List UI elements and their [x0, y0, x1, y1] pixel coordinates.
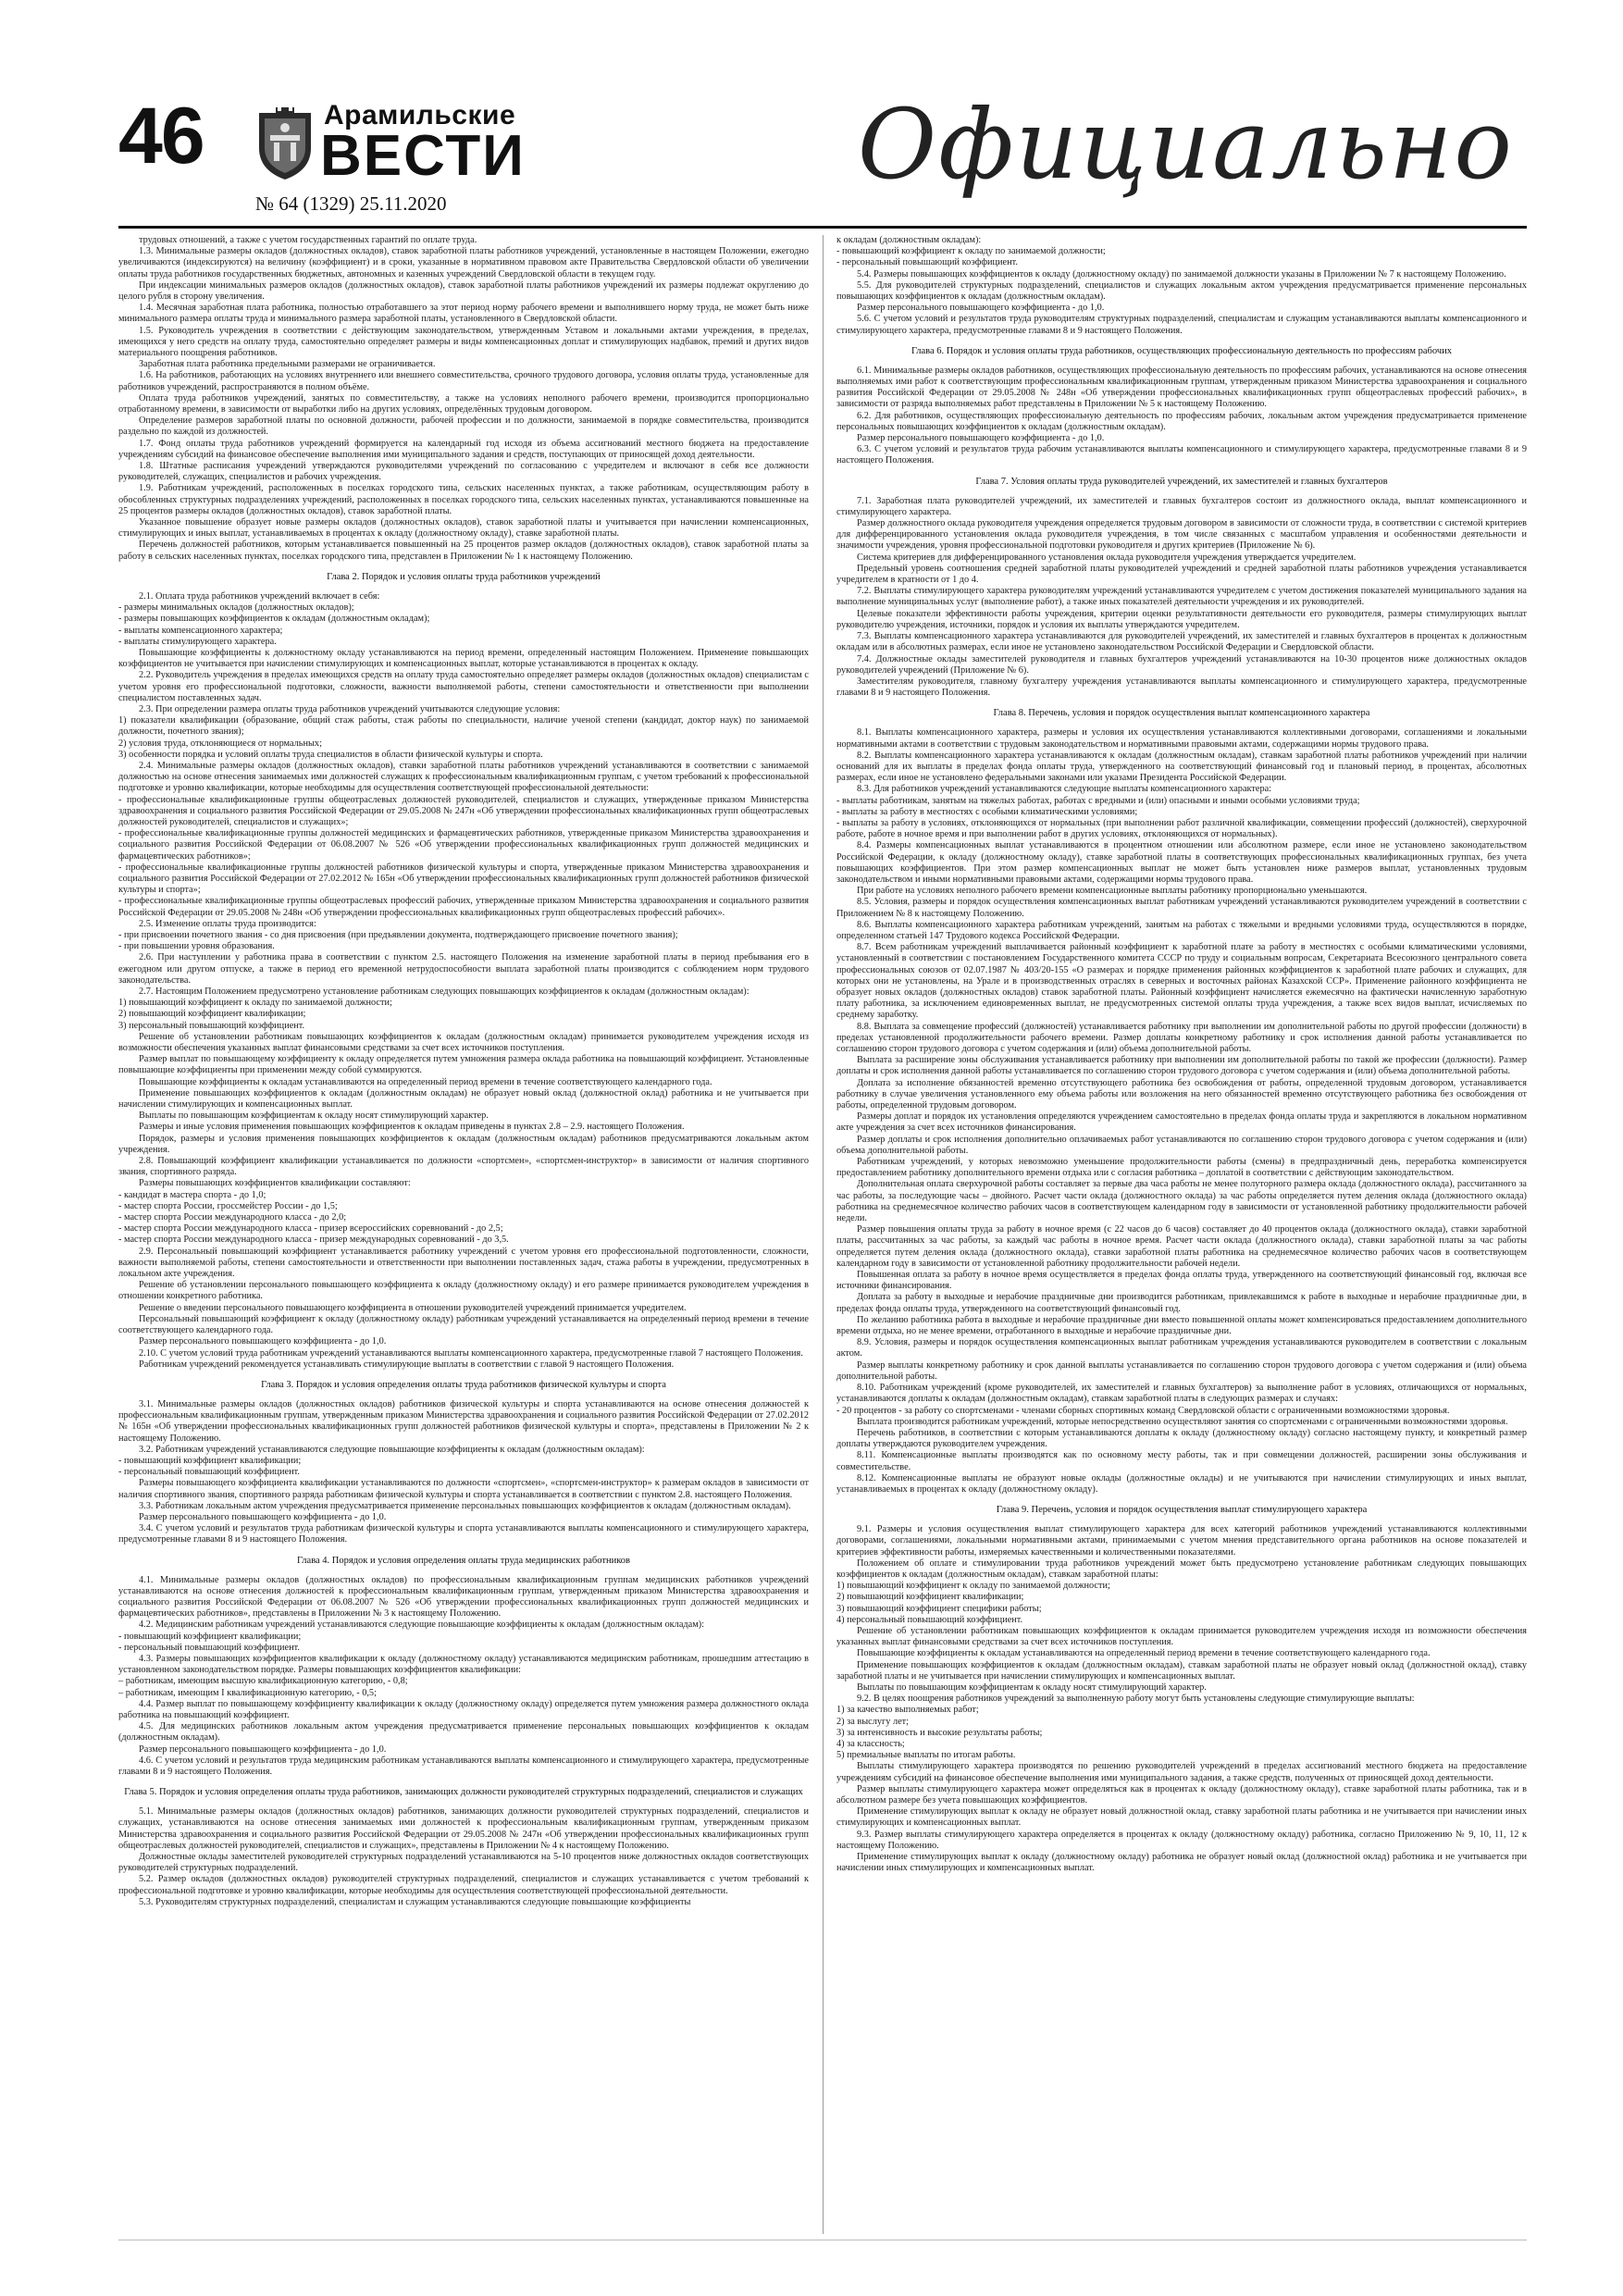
list-item: 3) за интенсивность и высокие результаты работы;	[836, 1727, 1043, 1738]
list-item: - выплаты работникам, занятым на тяжелых работах, работах с вредными и (или) опасными и иными особыми условиями труда;	[836, 795, 1360, 806]
list-item: - размеры повышающих коэффициентов к окладам (должностным окладам);	[118, 614, 430, 625]
paragraph: 8.1. Выплаты компенсационного характера, размеры и условия их осуществления устанавливаются коллективными договорами, соглашениями и локальными нормативными актами в соответствии с трудовым законодательством и нормативными правовыми актами, содержащими нормы трудового права.	[836, 727, 1527, 750]
list-item: - персональный повышающий коэффициент.	[118, 1642, 300, 1653]
list-item: - мастер спорта России международного класса - призер всероссийских соревнований - до 2,5;	[118, 1223, 503, 1235]
paragraph: Работникам учреждений рекомендуется устанавливать стимулирующие выплаты в соответствии с главой 9 настоящего Положения.	[139, 1359, 675, 1370]
paragraph: Заместителям руководителя, главному бухгалтеру учреждения устанавливаются выплаты компенсационного и стимулирующего характера, предусмотренные главами 8 и 9 настоящего Положения.	[836, 676, 1527, 699]
paragraph: 5.5. Для руководителей структурных подразделений, специалистов и служащих локальным актом учреждения предусматривается применение персональных повышающих коэффициентов к окладам (должностным окладам).	[836, 279, 1527, 303]
paragraph: 5.3. Руководителям структурных подразделений, специалистам и служащим устанавливаются следующие повышающие коэффициенты	[139, 1896, 691, 1907]
list-item: - повышающий коэффициент квалификации;	[118, 1631, 302, 1642]
paragraph: 2.7. Настоящим Положением предусмотрено установление работникам следующих повышающих коэффициентов к окладам (должностным окладам):	[139, 987, 750, 997]
list-item: - при повышении уровня образования.	[118, 941, 275, 952]
paragraph: Дополнительная оплата сверхурочной работы составляет за первые два часа работы не менее полуторного размера оклада (должностного оклада), рассчитанного за час работы, за последующие часы – двойного. Расчет части оклада (должностного оклада) за час работы определяется путем деления оклада (должностного оклада) работника на среднемесячное количество рабочих часов в соответствующем календарном году в зависимости от установленной работнику продолжительности рабочей недели.	[836, 1179, 1527, 1224]
paragraph: 4.5. Для медицинских работников локальным актом учреждения предусматривается применение персональных повышающих коэффициентов к окладам (должностным окладам).	[118, 1721, 809, 1744]
list-item: - мастер спорта России международного класса - до 2,0;	[118, 1212, 347, 1223]
paragraph: При работе на условиях неполного рабочего времени компенсационные выплаты работнику пропорционально уменьшаются.	[857, 886, 1368, 897]
paragraph: Размер выплат по повышающему коэффициенту к окладу определяется путем умножения размера оклада работника на повышающий коэффициент. Установленные повышающие коэффициенты при применении между собой суммируются.	[118, 1054, 809, 1076]
chapter-heading: Глава 7. Условия оплаты труда руководителей учреждений, их заместителей и главных бухгалтеров	[975, 476, 1388, 487]
list-item: - выплаты компенсационного характера;	[118, 625, 283, 636]
paragraph: Размер персонального повышающего коэффициента - до 1,0.	[857, 433, 1105, 444]
paragraph: Размер повышения оплаты труда за работу в ночное время (с 22 часов до 6 часов) составляет до 40 процентов оклада (должностного оклада), ставки заработной платы, рассчитанных за час работы, за каждый час работы в ночное время. Расчет части оклада (должностного оклада), ставки заработной платы за час работы определяется путем деления оклада (должностного оклада), ставки заработной платы работника на среднемесячное количество рабочих часов в соответствующем календарном году в зависимости от установленной работнику продолжительности рабочей недели.	[836, 1224, 1527, 1269]
list-item: 3) персональный повышающий коэффициент.	[118, 1020, 305, 1031]
paragraph: Решение о введении персонального повышающего коэффициента в отношении руководителей учреждений принимается учредителем.	[139, 1302, 687, 1313]
list-item: к окладам (должностным окладам):	[836, 235, 982, 245]
paragraph: 1.9. Работникам учреждений, расположенных в поселках городского типа, сельских населенных пунктах, а также работникам, осуществляющим работу в обособленных структурных подразделениях учреждений, расположенных в поселках городского типа, сельских населенных пунктах, устанавливаются повышенные на 25 процентов размеры окладов (должностных окладов), ставок заработной платы.	[118, 483, 809, 516]
paragraph: Решение об установлении работникам повышающих коэффициентов к окладам (должностным окладам) принимается руководителем учреждения исходя из возможности обеспечения указанных выплат финансовыми средствами за счет всех источников поступления.	[118, 1031, 809, 1054]
paragraph: 2.5. Изменение оплаты труда производится:	[139, 918, 316, 929]
newspaper-name-top: Арамильские	[324, 100, 516, 130]
paragraph: Размер доплаты и срок исполнения дополнительно оплачиваемых работ устанавливаются по соглашению сторон трудового договора с учетом содержания и (или) объема дополнительной работы.	[836, 1134, 1527, 1156]
paragraph: 7.1. Заработная плата руководителей учреждений, их заместителей и главных бухгалтеров состоит из должностного оклада, выплат компенсационного и стимулирующего характера.	[836, 495, 1527, 517]
list-item: - повышающий коэффициент квалификации;	[118, 1455, 302, 1466]
issue-line: № 64 (1329) 25.11.2020	[255, 192, 447, 215]
paragraph: 8.8. Выплата за совмещение профессий (должностей) устанавливается работнику при выполнении им дополнительной работы по другой профессии (должности) в пределах установленной продолжительности рабочего времени. Размер доплаты конкретному работнику и срок исполнения данной работы устанавливается по соглашению сторон трудового договора с учетом содержания и (или) объема дополнительной работы.	[836, 1021, 1527, 1054]
list-item: - кандидат в мастера спорта - до 1,0;	[118, 1189, 266, 1200]
paragraph: Применение повышающих коэффициентов к окладам (должностным окладам) не образует новый оклад (должностной оклад) работника и не учитывается при начислении стимулирующих и компенсационных выплат.	[118, 1087, 809, 1111]
paragraph: Доплата за исполнение обязанностей временно отсутствующего работника без освобождения от работы, определенной трудовым договором, устанавливается работнику в случае увеличения установленного ему объема работы или возложения на него обязанностей временно отсутствующего работника без освобождения от работы, определенной трудовым договором.	[836, 1077, 1527, 1111]
list-item: - профессиональные квалификационные группы должностей работников физической культуры и спорта, утвержденные приказом Министерства здравоохранения и социального развития Российской Федерации от 27.02.2012 № 165н «Об утверждении профессиональных квалификационных групп должностей работников физической культуры и спорта»;	[118, 862, 809, 896]
paragraph: 1.4. Месячная заработная плата работника, полностью отработавшего за этот период норму рабочего времени и выполнившего норму труда, не может быть ниже минимального размера оплаты труда и минимального размера заработной платы, установленного в Свердловской области.	[118, 303, 809, 325]
paragraph: Порядок, размеры и условия применения повышающих коэффициентов к окладам (должностным окладам) работников предусматриваются локальным актом учреждения.	[118, 1133, 809, 1155]
paragraph: Размер выплаты стимулирующего характера может определяться как в процентах к окладу (должностному окладу), ставке заработной платы работника, так и в абсолютном размере без учета повышающих коэффициентов.	[836, 1783, 1527, 1806]
paragraph: 7.2. Выплаты стимулирующего характера руководителям учреждений устанавливаются учредителем с учетом достижения показателей муниципального задания на выполнение муниципальных услуг (выполнение работ), а также иных показателей деятельности учреждения и их руководителей.	[836, 586, 1527, 608]
paragraph: Размеры повышающего коэффициента квалификации устанавливаются по должности «спортсмен», «спортсмен-инструктор» к размерам окладов в зависимости от наличия спортивного звания, спортивного разряда работникам физической культуры и спорта устанавливается в соответствии с пунктом 2.8. настоящего Положения.	[118, 1478, 809, 1500]
paragraph: 6.3. С учетом условий и результатов труда рабочим устанавливаются выплаты компенсационного и стимулирующего характера, предусмотренные главами 8 и 9 настоящего Положения.	[836, 444, 1527, 466]
paragraph: 5.4. Размеры повышающих коэффициентов к окладу (должностному окладу) по занимаемой должности указаны в Приложении № 7 к настоящему Положению.	[857, 268, 1506, 279]
paragraph: Размеры повышающих коэффициентов квалификации составляют:	[139, 1178, 411, 1189]
list-item: - 20 процентов - за работу со спортсменами - членами сборных спортивных команд Свердловской области с ограниченными возможностями здоровья.	[836, 1405, 1450, 1416]
paragraph: 2.1. Оплата труда работников учреждений включает в себя:	[139, 590, 380, 602]
paragraph: Повышающие коэффициенты к окладам устанавливаются на определенный период времени в течение соответствующего календарного года.	[857, 1648, 1431, 1659]
paragraph: 2.4. Минимальные размеры окладов (должностных окладов), ставки заработной платы работников учреждений устанавливаются в соответствии с занимаемой должностью на основе отнесения занимаемых ими должностей служащих к профессиональным квалификационным группам, с учетом требований к профессиональной подготовке и уровню квалификации, которые необходимы для осуществления соответствующей профессиональной деятельности:	[118, 760, 809, 794]
paragraph: Выплаты по повышающим коэффициентам к окладу носят стимулирующий характер.	[857, 1682, 1207, 1693]
paragraph: 9.1. Размеры и условия осуществления выплат стимулирующего характера для всех категорий работников учреждений устанавливаются коллективными договорами, соглашениями, локальными нормативными актами, принимаемыми с учетом мнения представительного органа работников на основе показателей и критериев эффективности работы, измеряемых качественными и количественными показателями.	[836, 1524, 1527, 1558]
paragraph: 3.1. Минимальные размеры окладов (должностных окладов) работников физической культуры и спорта устанавливаются на основе отнесения должностей к профессиональным квалификационным группам, утвержденным приказом Министерства здравоохранения и социального развития Российской Федерации от 27.02.2012 № 165н «Об утверждении профессиональных квалификационных групп должностей работников физической культуры и спорта», представлены в Приложении № 2 к настоящему Положению.	[118, 1398, 809, 1444]
paragraph: Размер персонального повышающего коэффициента - до 1,0.	[139, 1511, 387, 1522]
paragraph: При индексации минимальных размеров окладов (должностных окладов), ставок заработной платы работников учреждений их размеры подлежат округлению до целого рубля в сторону увеличения.	[118, 279, 809, 303]
list-item: - профессиональные квалификационные группы общеотраслевых должностей руководителей, специалистов и служащих, утвержденные приказом Министерства здравоохранения и социального развития Российской Федерации от 29.05.2008 № 247н «Об утверждении профессиональных квалификационных групп общеотраслевых должностей руководителей, специалистов и служащих»;	[118, 794, 809, 827]
paragraph: 2.10. С учетом условий труда работникам учреждений устанавливаются выплаты компенсационного характера, предусмотренные главой 7 настоящего Положения.	[139, 1347, 803, 1359]
list-item: - при присвоении почетного звания - со дня присвоения (при предъявлении документа, подтверждающего присвоение почетного звания);	[118, 929, 678, 940]
list-item: - выплаты за работу в условиях, отклоняющихся от нормальных (при выполнении работ различной квалификации, совмещении профессий (должностей), сверхурочной работе, работе в ночное время и при выполнении работ в других условиях, отклоняющихся от нормальных).	[836, 817, 1527, 840]
paragraph: Выплаты стимулирующего характера производятся по решению руководителей учреждений в пределах ассигнований местного бюджета на предоставление учреждениям субсидий на финансовое обеспечение выполнения ими муниципального задания, а также средств, полученных от приносящей доход деятельности.	[836, 1761, 1527, 1783]
paragraph: Перечень работников, в соответствии с которым устанавливаются доплаты к окладу (должностному окладу) согласно настоящему пункту, и конкретный размер доплаты утверждаются руководителем учреждения.	[836, 1427, 1527, 1450]
paragraph: Указанное повышение образует новые размеры окладов (должностных окладов), ставок заработной платы и учитывается при начислении компенсационных, стимулирующих и иных выплат, устанавливаемых в процентах к окладу (должностному окладу), ставке заработной платы.	[118, 517, 809, 540]
list-item: 2) повышающий коэффициент квалификации;	[118, 1009, 306, 1020]
paragraph: 4.3. Размеры повышающих коэффициентов квалификации к окладу (должностному окладу) устанавливаются медицинским работникам, прошедшим аттестацию в установленном законодательством порядке. Размеры повышающих коэффициентов квалификации:	[118, 1653, 809, 1676]
paragraph: Целевые показатели эффективности работы учреждения, критерии оценки результативности деятельности его руководителя, размеры стимулирующих выплат руководителю учреждения, источники, порядок и условия их выплаты утверждаются учредителем.	[836, 608, 1527, 630]
paragraph: 8.7. Всем работникам учреждений выплачивается районный коэффициент к заработной плате за работу в местностях с особыми климатическими условиями, установленный в соответствии с постановлением Государственного комитета СССР по труду и социальным вопросам, Секретариата Всесоюзного центрального совета профессиональных союзов от 02.07.1987 № 403/20-155 «О размерах и порядке применения районных коэффициентов к заработной плате рабочих и служащих, для которых они не установлены, на Урале и в производственных отраслях в северных и восточных районах Казахской ССР». Применение районного коэффициента не образует новых окладов (должностных окладов) ставок заработной платы. Районный коэффициент начисляется ежемесячно на фактически начисленную заработную плату работника, за исключением единовременных выплат, не предусмотренных системой оплаты труда учреждения, а также всех видов выплат, исчисляемых по среднему заработку.	[836, 942, 1527, 1021]
paragraph: Выплата за расширение зоны обслуживания устанавливается работнику при выполнении им дополнительной работы по такой же профессии (должности). Размер доплаты и срок исполнения данной работы устанавливается по соглашению сторон трудового договора с учетом содержания и (или) объема дополнительной работы.	[836, 1055, 1527, 1077]
paragraph: Положением об оплате и стимулировании труда работников учреждений может быть предусмотрено установление работникам следующих повышающих коэффициентов к окладам (должностным окладам), ставкам заработной платы:	[836, 1558, 1527, 1580]
section-title: Официально	[857, 88, 1514, 201]
paragraph: трудовых отношений, а также с учетом государственных гарантий по оплате труда.	[139, 235, 477, 245]
list-item: 4) за классность;	[836, 1738, 905, 1749]
paragraph: Решение об установлении персонального повышающего коэффициента к окладу (должностному окладу) и его размере принимается руководителем учреждения в отношении конкретного работника.	[118, 1280, 809, 1302]
chapter-heading: Глава 4. Порядок и условия определения оплаты труда медицинских работников	[297, 1555, 630, 1566]
paragraph: Размер выплаты конкретному работнику и срок данной выплаты устанавливается по соглашению сторон трудового договора с учетом содержания и (или) объема дополнительной работы.	[836, 1359, 1527, 1382]
column-divider	[823, 235, 824, 2234]
paragraph: 5.6. С учетом условий и результатов труда руководителям структурных подразделений, специалистам и служащим устанавливаются выплаты компенсационного и стимулирующего характера, предусмотренные главами 8 и 9 настоящего Положения.	[836, 314, 1527, 336]
list-item: - персональный повышающий коэффициент.	[836, 257, 1018, 268]
paragraph: Доплата за работу в выходные и нерабочие праздничные дни производится работникам, привлекавшимся к работе в выходные и нерабочие праздничные дни, в пределах фонда оплаты труда, утвержденного на соответствующий финансовый год.	[836, 1292, 1527, 1314]
paragraph: 6.2. Для работников, осуществляющих профессиональную деятельность по профессиям рабочих, локальным актом учреждения предусматривается применение персональных повышающих коэффициентов к окладам (должностным окладам).	[836, 410, 1527, 432]
paragraph: 8.5. Условия, размеры и порядок осуществления компенсационных выплат работникам учреждений устанавливаются руководителем учреждений в соответствии с Приложением № 8 к настоящему Положению.	[836, 897, 1527, 919]
paragraph: Размер персонального повышающего коэффициента - до 1,0.	[139, 1744, 387, 1755]
paragraph: 4.1. Минимальные размеры окладов (должностных окладов) по профессиональным квалификационным группам медицинских работников учреждений устанавливаются на основе отнесения должностей к профессиональным квалификационным группам, утвержденным приказом Министерства здравоохранения и социального развития Российской Федерации от 06.08.2007 № 526 «Об утверждении профессиональных квалификационных групп должностей медицинских и фармацевтических работников», представлены в Приложении № 3 к настоящему Положению.	[118, 1574, 809, 1620]
list-item: - повышающий коэффициент к окладу по занимаемой должности;	[836, 246, 1106, 257]
paragraph: 5.2. Размер окладов (должностных окладов) руководителей структурных подразделений, специалистов и служащих устанавливается с учетом требований к профессиональной подготовке и уровню квалификации, которые необходимы для осуществления соответствующей профессиональной деятельности.	[118, 1874, 809, 1896]
paragraph: Применение повышающих коэффициентов к окладам (должностным окладам), ставкам заработной платы не образует новый оклад (должностной оклад), ставку заработной платы и не учитывается при начислении стимулирующих и компенсационных выплат.	[836, 1659, 1527, 1682]
list-item: - профессиональные квалификационные группы должностей медицинских и фармацевтических работников, утвержденные приказом Министерства здравоохранения и социального развития Российской Федерации от 06.08.2007 № 526 «Об утверждении профессиональных квалификационных групп должностей медицинских и фармацевтических работников»;	[118, 828, 809, 862]
list-item: – работникам, имеющим I квалификационную категорию, - 0,5;	[118, 1687, 377, 1698]
paragraph: 7.3. Выплаты компенсационного характера устанавливаются для руководителей учреждений, их заместителей и главных бухгалтеров в процентах к должностным окладам или в абсолютных размерах, если иное не установлено законодательством Российской Федерации и Свердловской области.	[836, 631, 1527, 653]
paragraph: 4.4. Размер выплат по повышающему коэффициенту квалификации к окладу (должностному окладу) определяется путем умножения размера должностного оклада работника на повышающий коэффициент.	[118, 1698, 809, 1720]
paragraph: Повышенная оплата за работу в ночное время осуществляется в пределах фонда оплаты труда, утвержденного на соответствующий финансовый год, включая все источники финансирования.	[836, 1270, 1527, 1292]
list-item: - размеры минимальных окладов (должностных окладов);	[118, 602, 354, 614]
paragraph: 4.2. Медицинским работникам учреждений устанавливаются следующие повышающие коэффициенты к окладам (должностным окладам):	[139, 1620, 704, 1631]
paragraph: 2.2. Руководитель учреждения в пределах имеющихся средств на оплату труда самостоятельно определяет размеры окладов (должностных окладов) специалистам с учетом уровня его профессиональной подготовки, сложности, важности выполняемой работы, степени самостоятельности и ответственности при выполнении специалистом поставленных задач.	[118, 670, 809, 703]
chapter-heading: Глава 3. Порядок и условия определения оплаты труда работников физической культуры и спорта	[261, 1379, 666, 1390]
list-item: 3) повышающий коэффициент специфики работы;	[836, 1603, 1042, 1614]
paragraph: 3.3. Работникам локальным актом учреждения предусматривается применение персональных повышающих коэффициентов к окладам (должностным окладам).	[139, 1500, 791, 1511]
article-body	[118, 235, 1527, 2234]
list-item: 1) повышающий коэффициент к окладу по занимаемой должности;	[118, 998, 392, 1009]
masthead	[118, 89, 1525, 231]
paragraph: Решение об установлении работникам повышающих коэффициентов к окладам принимается руководителем учреждения исходя из возможности обеспечения указанных выплат финансовыми средствами за счет всех источников поступления.	[836, 1625, 1527, 1648]
paragraph: 1.7. Фонд оплаты труда работников учреждений формируется на календарный год исходя из объема ассигнований местного бюджета на предоставление учреждениям субсидий на финансовое обеспечение выполнения ими муниципального задания и средств, поступающих от приносящей доход деятельности.	[118, 438, 809, 460]
list-item: 1) показатели квалификации (образование, общий стаж работы, стаж работы по специальности, наличие ученой степени (кандидат, доктор наук) по занимаемой должности, почетного звания);	[118, 715, 809, 738]
paragraph: 8.11. Компенсационные выплаты производятся как по основному месту работы, так и при совмещении должностей, расширении зоны обслуживания и совместительстве.	[836, 1450, 1527, 1472]
paragraph: 1.5. Руководитель учреждения в соответствии с действующим законодательством, утвержденным Уставом и локальными актами учреждения, в пределах, имеющихся у него средств на оплату труда, самостоятельно определяет размеры и виды компенсационных доплат и стимулирующих надбавок, премий и других видов материального поощрения работников.	[118, 325, 809, 359]
left-column	[118, 235, 809, 2234]
paragraph: По желанию работника работа в выходные и нерабочие праздничные дни вместо повышенной оплаты может компенсироваться предоставлением дополнительного времени отдыха, но не менее времени, отработанного в выходные и нерабочие праздничные дни.	[836, 1314, 1527, 1337]
paragraph: 6.1. Минимальные размеры окладов работников, осуществляющих профессиональную деятельность по профессиям рабочих, устанавливаются на основе отнесения выполняемых ими работ к соответствующим профессиональным квалификационным группам, утвержденным приказом Министерства здравоохранения и социального развития Российской Федерации от 29.05.2008 № 248н «Об утверждении профессиональных квалификационных групп общеотраслевых профессий рабочих», в зависимости от разряда выполняемых работ представлены в Приложении № 5 к настоящему Положению.	[836, 365, 1527, 410]
list-item: – работникам, имеющим высшую квалификационную категорию, - 0,8;	[118, 1676, 408, 1687]
chapter-heading: Глава 8. Перечень, условия и порядок осуществления выплат компенсационного характера	[993, 708, 1370, 719]
paragraph: 8.9. Условия, размеры и порядок осуществления компенсационных выплат работникам учреждения устанавливаются руководителем в соответствии с локальным актом.	[836, 1337, 1527, 1359]
paragraph: Должностные оклады заместителей руководителей структурных подразделений устанавливаются на 5-10 процентов ниже должностных окладов соответствующих руководителей структурных подразделений.	[118, 1852, 809, 1874]
paragraph: Размеры и иные условия применения повышающих коэффициентов к окладам приведены в пунктах 2.8 – 2.9. настоящего Положения.	[139, 1122, 685, 1133]
list-item: - выплаты стимулирующего характера.	[118, 636, 277, 647]
chapter-heading: Глава 6. Порядок и условия оплаты труда работников, осуществляющих профессиональную деятельность по профессиям рабочих	[911, 345, 1452, 356]
list-item: 4) персональный повышающий коэффициент.	[836, 1614, 1023, 1625]
paragraph: Применение стимулирующих выплат к окладу (должностному окладу) работника не образует новый оклад (должностной оклад) работника и не учитывается при начислении иных стимулирующих и компенсационных выплат.	[836, 1852, 1527, 1874]
paragraph: 8.4. Размеры компенсационных выплат устанавливаются в процентном отношении или абсолютном размере, если иное не установлено законодательством Российской Федерации, к окладу (должностному окладу), ставке заработной платы в соответствующих профессиональных квалификационных группах, без учета повышающих коэффициентов. При этом размер компенсационных выплат не может быть установлен ниже размеров выплат, установленных трудовым законодательством и иными нормативными правовыми актами, содержащими нормы трудового права.	[836, 840, 1527, 885]
paragraph: Выплаты по повышающим коэффициентам к окладу носят стимулирующий характер.	[139, 1111, 489, 1122]
list-item: 5) премиальные выплаты по итогам работы.	[836, 1750, 1016, 1761]
paragraph: Предельный уровень соотношения средней заработной платы руководителей учреждений и средней заработной платы работников учреждения устанавливается учредителем в кратности от 1 до 4.	[836, 563, 1527, 586]
paragraph: 8.3. Для работников учреждений устанавливаются следующие выплаты компенсационного характера:	[857, 784, 1272, 795]
list-item: 2) повышающий коэффициент квалификации;	[836, 1592, 1024, 1603]
paragraph: Выплата производится работникам учреждений, которые непосредственно осуществляют занятия со спортсменами с ограниченными возможностями здоровья.	[857, 1416, 1508, 1427]
paragraph: Размер персонального повышающего коэффициента - до 1,0.	[139, 1336, 387, 1347]
list-item: - персональный повышающий коэффициент.	[118, 1467, 300, 1478]
paragraph: 8.6. Выплаты компенсационного характера работникам учреждений, занятым на работах с тяжелыми и вредными условиями труда, осуществляются в порядке, определенном статьей 147 Трудового кодекса Российской Федерации.	[836, 919, 1527, 941]
list-item: 2) условия труда, отклоняющиеся от нормальных;	[118, 738, 322, 749]
paragraph: 3.2. Работникам учреждений устанавливаются следующие повышающие коэффициенты к окладам (должностным окладам):	[139, 1444, 645, 1455]
list-item: - выплаты за работу в местностях с особыми климатическими условиями;	[836, 806, 1138, 817]
paragraph: 4.6. С учетом условий и результатов труда медицинским работникам устанавливаются выплаты компенсационного и стимулирующего характера, предусмотренные главами 8 и 9 настоящего Положения.	[118, 1755, 809, 1777]
paragraph: 1.8. Штатные расписания учреждений утверждаются руководителями учреждений по согласованию с учредителем и включают в себя все должности руководителей, служащих, специалистов и рабочих учреждения.	[118, 461, 809, 483]
paragraph: 2.6. При наступлении у работника права в соответствии с пунктом 2.5. настоящего Положения на изменение заработной платы в период пребывания его в ежегодном или другом отпуске, а также в период его временной нетрудоспособности выплата заработной платы производится с соблюдением норм трудового законодательства.	[118, 952, 809, 986]
paragraph: 5.1. Минимальные размеры окладов (должностных окладов) работников, занимающих должности руководителей структурных подразделений, специалистов и служащих, устанавливаются на основе отнесения занимаемых ими должностей к профессиональным квалификационным группам, утвержденным приказом Министерства здравоохранения и социального развития Российской Федерации от 29.05.2008 № 247н «Об утверждении профессиональных квалификационных групп общеотраслевых должностей руководителей, специалистов и служащих», представлены в Приложении № 4 к настоящему Положению.	[118, 1806, 809, 1851]
paragraph: Размеры доплат и порядок их установления определяются учреждением самостоятельно в пределах фонда оплаты труда и закрепляются в локальном нормативном акте учреждения за счет всех источников финансирования.	[836, 1111, 1527, 1134]
paragraph: 8.10. Работникам учреждений (кроме руководителей, их заместителей и главных бухгалтеров) за выполнение работ в условиях, отличающихся от нормальных, устанавливаются доплаты к окладам (должностным окладам), ставкам заработной платы в следующих размерах и случаях:	[836, 1383, 1527, 1405]
list-item: - мастер спорта России, гроссмейстер России - до 1,5;	[118, 1200, 338, 1211]
chapter-heading: Глава 9. Перечень, условия и порядок осуществления выплат стимулирующего характера	[996, 1505, 1368, 1516]
town-coat-of-arms-icon	[255, 107, 315, 181]
list-item: 1) за качество выполняемых работ;	[836, 1705, 979, 1716]
paragraph: 2.3. При определении размера оплаты труда работников учреждений учитываются следующие условия:	[139, 703, 561, 714]
paragraph: Повышающие коэффициенты к окладам устанавливаются на определенный период времени в течение соответствующего календарного года.	[139, 1076, 712, 1087]
paragraph: Заработная плата работника предельными размерами не ограничивается.	[139, 359, 436, 370]
header-rule	[118, 226, 1527, 229]
paragraph: 8.2. Выплаты компенсационного характера устанавливаются к окладам (должностным окладам), ставкам заработной платы работников учреждений при наличии оснований для их выплаты в пределах фонда оплаты труда, утвержденного на соответствующий финансовый год и плановый период, в процентах, абсолютных размерах, если иное не установлено федеральными законами или указами Президента Российской Федерации.	[836, 750, 1527, 784]
paragraph: Перечень должностей работников, которым устанавливается повышенный на 25 процентов размер окладов (должностных окладов), ставок заработной платы за работу в сельских населенных пунктах, поселках городского типа, представлен в Приложении № 1 к настоящему Положению.	[118, 540, 809, 562]
paragraph: Система критериев для дифференцированного установления оклада руководителя учреждения утверждается учредителем.	[857, 552, 1357, 563]
paragraph: 2.8. Повышающий коэффициент квалификации устанавливается по должности «спортсмен», «спортсмен-инструктор» в зависимости от наличия спортивного звания, спортивного разряда.	[118, 1156, 809, 1178]
list-item: 2) за выслугу лет;	[836, 1716, 910, 1727]
newspaper-name-bottom: ВЕСТИ	[320, 124, 526, 188]
paragraph: 2.9. Персональный повышающий коэффициент устанавливается работнику учреждений с учетом уровня его профессиональной подготовленности, сложности, важности выполняемой работы, степени самостоятельности и ответственности при выполнении поставленных задач, стажа работы в учреждении, предусмотренных в локальном акте учреждения.	[118, 1246, 809, 1280]
paragraph: 9.3. Размер выплаты стимулирующего характера определяется в процентах к окладу (должностному окладу) работника, согласно Приложению № 9, 10, 11, 12 к настоящему Положению.	[836, 1829, 1527, 1851]
paragraph: 7.4. Должностные оклады заместителей руководителя и главных бухгалтеров учреждений устанавливаются на 10-30 процентов ниже должностных окладов руководителей учреждений (Приложение № 6).	[836, 653, 1527, 676]
paragraph: Размер персонального повышающего коэффициента - до 1,0.	[857, 303, 1105, 314]
paragraph: Оплата труда работников учреждений, занятых по совместительству, а также на условиях неполного рабочего времени, производится пропорционально отработанному времени, в зависимости от выработки либо на других условиях, определённых трудовым договором.	[118, 392, 809, 416]
paragraph: 3.4. С учетом условий и результатов труда работникам физической культуры и спорта устанавливаются выплаты компенсационного и стимулирующего характера, предусмотренные главами 8 и 9 настоящего Положения.	[118, 1523, 809, 1545]
list-item: - профессиональные квалификационные группы общеотраслевых профессий рабочих, утвержденные приказом Министерства здравоохранения и социального развития Российской Федерации от 29.05.2008 № 248н «Об утверждении профессиональных квалификационных групп общеотраслевых профессий рабочих».	[118, 896, 809, 918]
paragraph: 8.12. Компенсационные выплаты не образуют новые оклады (должностные оклады) и не учитываются при начислении стимулирующих и иных выплат, устанавливаемых в процентах к окладу (должностному окладу).	[836, 1472, 1527, 1495]
paragraph: 1.6. На работников, работающих на условиях внутреннего или внешнего совместительства, срочного трудового договора, условия оплаты труда, установленные для работников учреждений, распространяются в полном объёме.	[118, 370, 809, 392]
paragraph: Определение размеров заработной платы по основной должности, рабочей профессии и по должности, занимаемой в порядке совместительства, производится раздельно по каждой из должностей.	[118, 416, 809, 438]
paragraph: 9.2. В целях поощрения работников учреждений за выполненную работу могут быть установлены следующие стимулирующие выплаты:	[857, 1694, 1415, 1705]
paragraph: Персональный повышающий коэффициент к окладу (должностному окладу) работникам учреждений устанавливается на определенный период времени в течение соответствующего календарного года.	[118, 1313, 809, 1336]
paragraph: Применение стимулирующих выплат к окладу не образует новый должностной оклад, ставку заработной платы работника и не учитывается при начислении иных стимулирующих и компенсационных выплат.	[836, 1806, 1527, 1829]
chapter-heading: Глава 2. Порядок и условия оплаты труда работников учреждений	[327, 571, 601, 582]
paragraph: 1.3. Минимальные размеры окладов (должностных окладов), ставок заработной платы работников учреждений, установленные в настоящем Положении, ежегодно увеличиваются (индексируются) на величину (коэффициент) и в сроки, указанные в нормативном правовом акте Правительства Свердловской области об увеличении оплаты труда работников государственных бюджетных, автономных и казенных учреждений Свердловской области в текущем году.	[118, 246, 809, 279]
list-item: - мастер спорта России международного класса - призер международных соревнований - до 3,5.	[118, 1235, 509, 1246]
chapter-heading: Глава 5. Порядок и условия определения оплаты труда работников, занимающих должности руководителей структурных подразделений, специалистов и служащих	[124, 1787, 803, 1798]
paragraph: Размер должностного оклада руководителя учреждения определяется трудовым договором в зависимости от сложности труда, в соответствии с системой критериев для дифференцированного установления оклада руководителя учреждения, в том числе связанных с масштабом управления и особенностями деятельности и значимости учреждения, уровня профессиональной подготовки руководителя и других критериев (Приложение № 6).	[836, 518, 1527, 552]
paragraph: Работникам учреждений, у которых невозможно уменьшение продолжительности работы (смены) в предпраздничный день, переработка компенсируется предоставлением работнику дополнительного времени отдыха или с согласия работника – доплатой в соответствии с действующим законодательством.	[836, 1157, 1527, 1179]
list-item: 3) особенности порядка и условий оплаты труда специалистов в области физической культуры и спорта.	[118, 749, 543, 760]
paragraph: Повышающие коэффициенты к должностному окладу устанавливаются на период времени, определенный настоящим Положением. Применение повышающих коэффициентов не учитывается при начислении стимулирующих и компенсационных выплат, которые устанавливаются в процентах к окладу.	[118, 647, 809, 670]
page-number: 46	[118, 92, 204, 180]
right-column	[836, 235, 1527, 2234]
list-item: 1) повышающий коэффициент к окладу по занимаемой должности;	[836, 1581, 1110, 1592]
